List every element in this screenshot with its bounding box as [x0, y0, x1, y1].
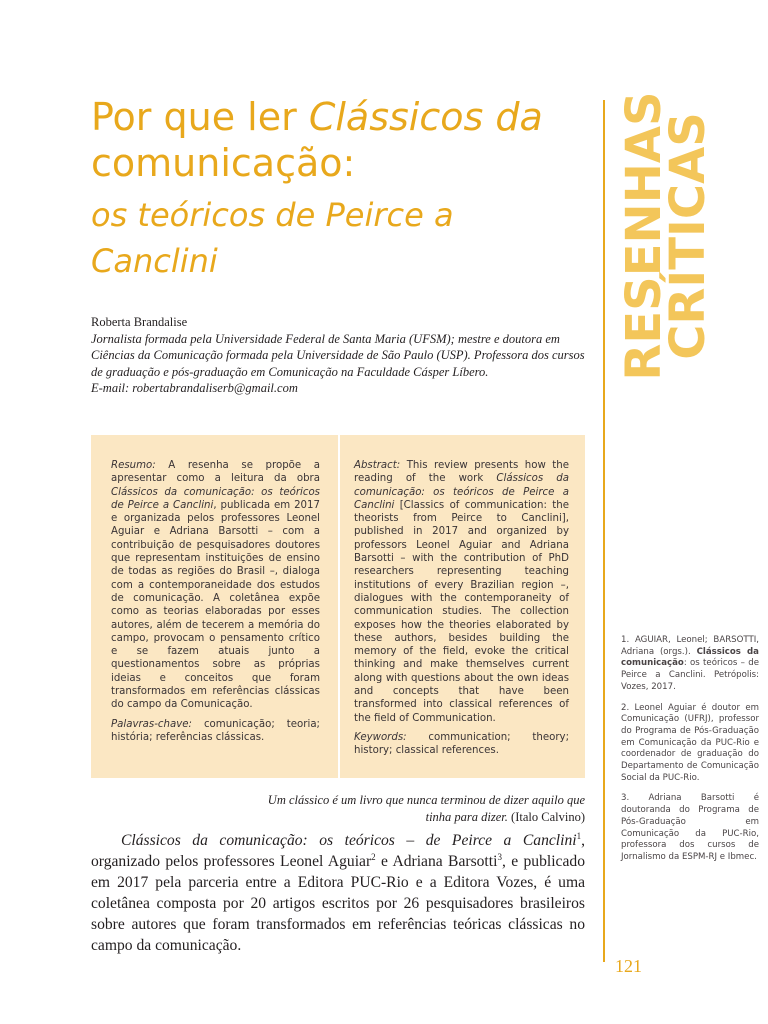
- section-label-line-1: RESENHAS: [616, 91, 672, 381]
- resumo-keywords: [111, 718, 320, 745]
- footnote-1-text-a: 1. AGUIAR, Leonel; BARSOTTI, Adriana (orgs.).: [621, 635, 759, 657]
- resumo-text-b: , publicada em 2017 e organizada pelos professores Leonel Aguiar e Adriana Barsotti – com a contribuição de pesquisadores doutores que representam instituições de ensino de todas as regiões do Brasil –, dialoga com a contemporaneidade dos estudos de comunicação. A coletânea expõe como as teorias elaboradas por esses autores, além de tecerem a memória do campo, provocam o pensamento crítico e se fazem atuais junto a questionamentos sobre as próprias ideias e conceitos que foram transformados em referências clássicas do campo da Comunicação.: [111, 499, 320, 711]
- page-number: 121: [615, 956, 642, 976]
- resumo-keywords-text: comunicação; teoria; história; referências clássicas.: [111, 718, 320, 743]
- body-paragraph: [91, 830, 585, 956]
- abstract-label: Abstract:: [354, 460, 401, 471]
- section-label-line-2: CRÍTICAS: [660, 112, 716, 360]
- section-label: [616, 91, 716, 381]
- resumo-paragraph: [111, 459, 320, 712]
- footnote-ref-3[interactable]: 3: [497, 851, 502, 862]
- abstract-keywords-text: communication; theory; history; classical references.: [354, 731, 569, 757]
- footnote-ref-1[interactable]: 1: [576, 830, 582, 841]
- author-email: E-mail: robertabrandaliserb@gmail.com: [91, 381, 298, 395]
- abstract-text-b: [Classics of communication: the theorists from Peirce to Canclini], published in 2017 and organized by professors Leonel Aguiar and Adriana Barsotti – with the contribution of PhD researchers representing teaching institutions of every Brazilian region –, dialogues with the contemporaneity of communication studies. The collection exposes how the theories elaborated by these authors, besides building the memory of the field, evoke the critical thinking and make themselves current along with questions about the own ideas and concepts that have been transformed into classical references of the field of Communication.: [354, 499, 569, 724]
- subtitle-line-2: Canclini: [91, 242, 218, 280]
- abstract-column: [338, 435, 585, 778]
- footnote-2-text: 2. Leonel Aguiar é doutor em Comunicação (UFRJ), professor do Programa de Pós-Graduação em Comunicação da PUC-Rio e coordenador de graduação do Departamento de Comunicação Social da PUC-Rio.: [621, 702, 759, 783]
- body-work-title: Clássicos da comunicação: os teóricos – de Peirce a Canclini: [121, 832, 577, 849]
- abstract-keywords: [354, 731, 569, 758]
- footnote-1: [621, 635, 759, 694]
- body-text-c: , e publicado em 2017 pela parceria entre a Editora PUC-Rio e a Editora Vozes, é uma coletânea composta por 20 artigos escritos por 26 pesquisadores brasileiros sobre autores que foram transformados em referências teóricas clássicas no campo da comunicação.: [91, 853, 585, 954]
- abstract-text-a: This review presents how the reading of the work: [354, 460, 569, 485]
- title-prefix: Por que ler: [91, 95, 309, 139]
- abstract-box: [91, 435, 585, 778]
- author-info: [91, 314, 591, 397]
- epigraph: [250, 792, 585, 826]
- author-name: Roberta Brandalise: [91, 315, 188, 329]
- article-title: [91, 94, 571, 284]
- resumo-label: Resumo:: [111, 460, 156, 471]
- subtitle: [91, 192, 571, 284]
- resumo-work-title: Clássicos da comunicação: os teóricos de Peirce a Canclini: [111, 486, 320, 511]
- footnote-1-bold: Clássicos da comunicação: [621, 646, 759, 669]
- title-line-2: comunicação:: [91, 141, 356, 185]
- footnotes: [621, 635, 759, 873]
- footnote-ref-2[interactable]: 2: [371, 851, 376, 862]
- footnote-2: [621, 703, 759, 785]
- footnote-3: [621, 793, 759, 863]
- author-bio: Jornalista formada pela Universidade Federal de Santa Maria (UFSM); mestre e doutora em Ciências da Comunicação formada pela Universidade de São Paulo (USP). Professora dos cursos de graduação e pós-graduação em Comunicação na Faculdade Cásper Líbero.: [91, 331, 585, 379]
- footnote-3-text: 3. Adriana Barsotti é doutoranda do Programa de Pós-Graduação em Comunicação da PUC-Rio, professora dos cursos de Jornalismo da ESPM-RJ e Ibmec.: [621, 793, 759, 862]
- subtitle-line-1: os teóricos de Peirce a: [91, 196, 454, 234]
- side-divider: [603, 100, 605, 962]
- abstract-paragraph: [354, 459, 569, 725]
- resumo-column: [91, 435, 338, 778]
- footnote-1-text-b: : os teóricos – de Peirce a Canclini. Petrópolis: Vozes, 2017.: [621, 658, 759, 692]
- title-italic: Clássicos da: [308, 95, 543, 139]
- abstract-keywords-label: Keywords:: [354, 731, 407, 743]
- body-text-a: , organizado pelos professores Leonel Aguiar: [91, 832, 585, 870]
- epigraph-quote: Um clássico é um livro que nunca terminou de dizer aquilo que tinha para dizer.: [267, 793, 585, 824]
- body-text-b: e Adriana Barsotti: [375, 853, 498, 870]
- title-line-1: [91, 94, 571, 140]
- resumo-keywords-label: Palavras-chave:: [111, 718, 192, 730]
- epigraph-attribution: (Italo Calvino): [507, 810, 585, 824]
- abstract-work-title: Clássicos da comunicação: os teóricos de Peirce a Canclini: [354, 473, 569, 511]
- resumo-text-a: A resenha se propõe a apresentar como a leitura da obra: [111, 460, 320, 485]
